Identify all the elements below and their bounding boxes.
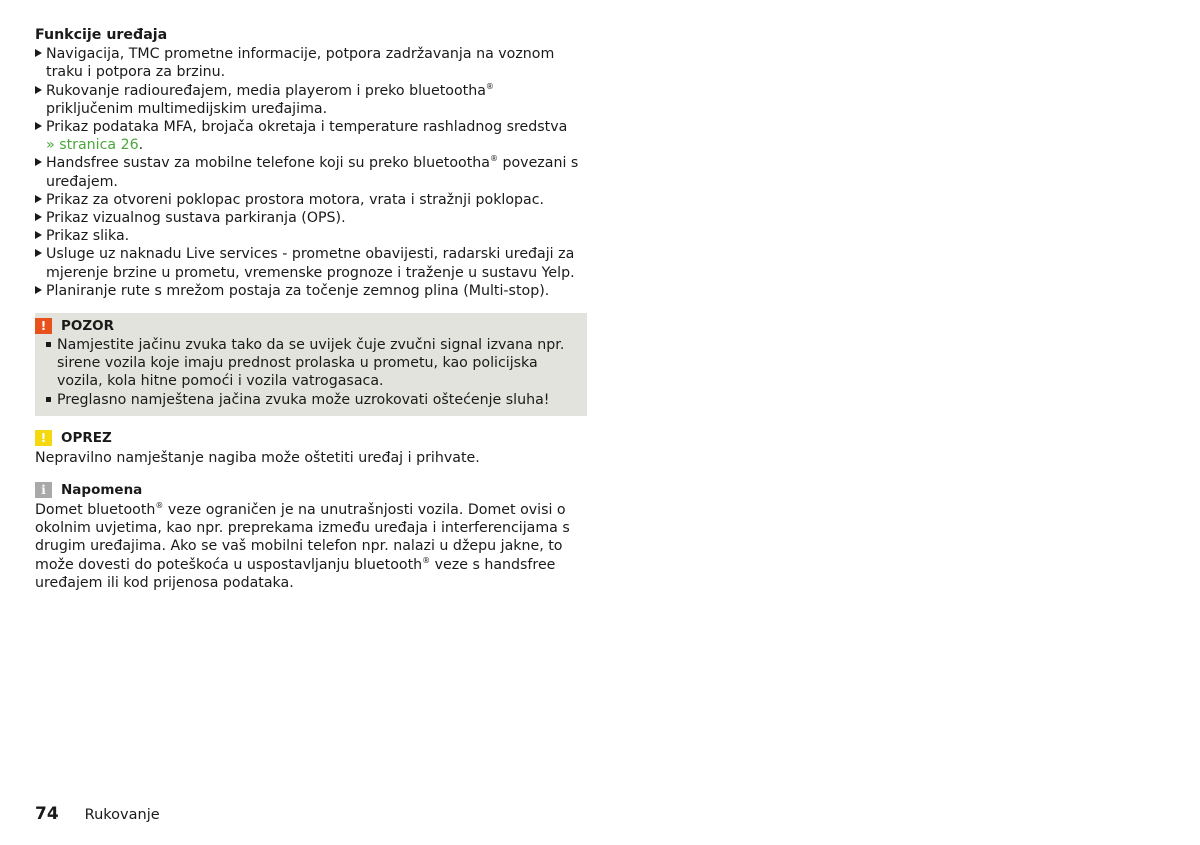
warning-header: [35, 316, 577, 336]
caution-text: Nepravilno namještanje nagiba može oštetiti uređaj i prihvate.: [35, 449, 480, 466]
note-title: Napomena: [61, 481, 143, 498]
list-item: Rukovanje radiouređajem, media playerom i preko bluetootha® priključenim multimedijskim uređajima.: [35, 82, 580, 118]
note-block: [35, 480, 580, 592]
list-item: Usluge uz naknadu Live services - prometne obavijesti, radarski uređaji za mjerenje brzine u prometu, vremenske prognoze i traženje u sustavu Yelp.: [35, 245, 580, 281]
list-item: Preglasno namještena jačina zvuka može uzrokovati oštećenje sluha!: [46, 391, 577, 409]
warning-box: [35, 313, 587, 416]
note-header: [35, 480, 580, 500]
bullet-triangle-icon: [35, 49, 42, 57]
page-reference-link[interactable]: » stranica 26: [46, 137, 139, 154]
chapter-title: Rukovanje: [84, 807, 160, 823]
bullet-triangle-icon: [35, 286, 42, 294]
bullet-square-icon: [46, 397, 51, 402]
list-item: Namjestite jačinu zvuka tako da se uvijek čuje zvučni signal izvana npr. sirene vozila koje imaju prednost prolaska u prometu, kao policijska vozila, kola hitne pomoći i vozila vatrogasaca.: [46, 336, 577, 391]
bullet-triangle-icon: [35, 195, 42, 203]
warning-list: [35, 336, 577, 409]
warning-title: POZOR: [61, 317, 115, 334]
caution-header: [35, 428, 580, 448]
list-item: Prikaz vizualnog sustava parkiranja (OPS).: [35, 209, 580, 227]
registered-mark: ®: [155, 501, 164, 511]
section-title: Funkcije uređaja: [35, 27, 168, 43]
bullet-square-icon: [46, 342, 51, 347]
list-item: Prikaz podataka MFA, brojača okretaja i temperature rashladnog sredstva » stranica 26.: [35, 118, 580, 154]
bullet-triangle-icon: [35, 249, 42, 257]
list-item: Prikaz slika.: [35, 227, 580, 245]
feature-list: [35, 45, 580, 300]
registered-mark: ®: [422, 555, 431, 565]
caution-block: [35, 428, 580, 467]
list-item: Prikaz za otvoreni poklopac prostora motora, vrata i stražnji poklopac.: [35, 191, 580, 209]
note-text: Domet bluetooth® veze ograničen je na unutrašnjosti vozila. Domet ovisi o okolnim uvjetima, kao npr. preprekama između uređaja i interferencijama s drugim uređajima. Ako se vaš mobilni telefon npr. nalazi u džepu jakne, to može dovesti do poteškoća u uspostavljanju bluetooth® veze s handsfree uređajem ili kod prijenosa podataka.: [35, 501, 570, 591]
bullet-triangle-icon: [35, 122, 42, 130]
list-item: Planiranje rute s mrežom postaja za točenje zemnog plina (Multi-stop).: [35, 282, 580, 300]
warning-icon: !: [35, 318, 52, 334]
page-footer: [35, 804, 160, 824]
page-number: 74: [35, 804, 59, 824]
bullet-triangle-icon: [35, 213, 42, 221]
caution-title: OPREZ: [61, 429, 112, 446]
list-item: Handsfree sustav za mobilne telefone koji su preko bluetootha® povezani s uređajem.: [35, 154, 580, 190]
page-content: [35, 26, 580, 592]
bullet-triangle-icon: [35, 86, 42, 94]
registered-mark: ®: [485, 81, 494, 91]
registered-mark: ®: [489, 154, 498, 164]
list-item: Navigacija, TMC prometne informacije, potpora zadržavanja na voznom traku i potpora za brzinu.: [35, 45, 580, 81]
caution-icon: !: [35, 430, 52, 446]
bullet-triangle-icon: [35, 231, 42, 239]
info-icon: i: [35, 482, 52, 498]
bullet-triangle-icon: [35, 158, 42, 166]
